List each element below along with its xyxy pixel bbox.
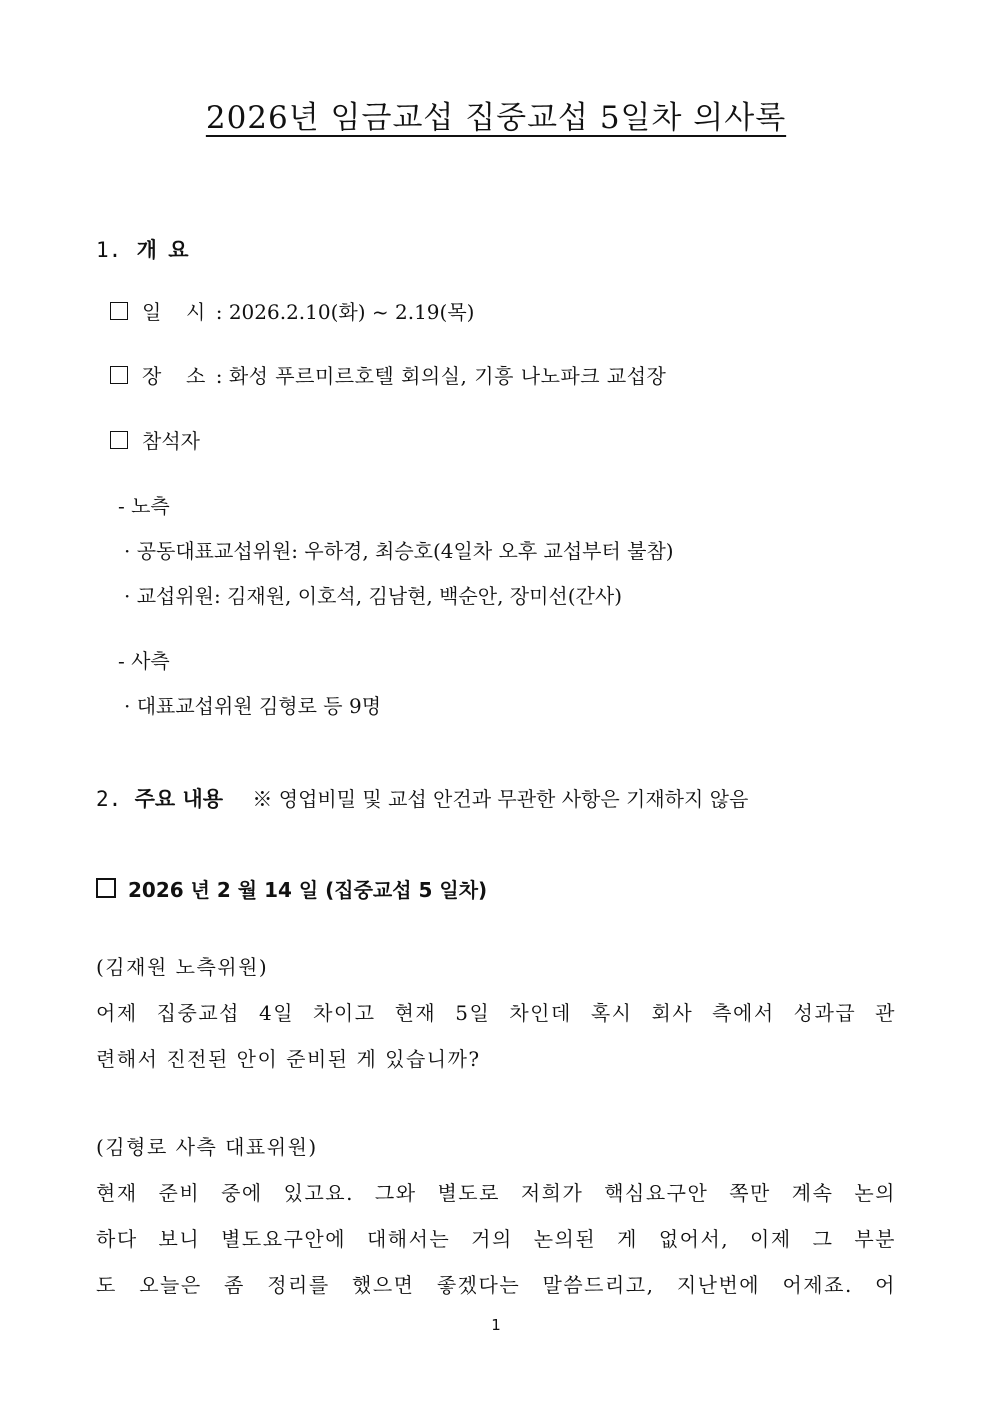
attendees-label: 참석자	[142, 429, 200, 453]
checkbox-icon	[110, 302, 128, 320]
section-1-heading	[96, 236, 191, 264]
section-2-heading	[96, 785, 748, 813]
attendees-row	[110, 427, 200, 455]
checkbox-icon	[110, 431, 128, 449]
checkbox-icon	[96, 878, 116, 898]
section-2-title: 주요 내용	[134, 787, 224, 811]
place-label: 장 소	[142, 364, 210, 388]
speaker-label: (김재원 노측위원)	[96, 955, 269, 979]
section-1-number: 1.	[96, 238, 122, 262]
minutes-line: 련해서 진전된 안이 준비된 게 있습니까?	[96, 1047, 481, 1071]
date-value: 2026.2.10(화) ~ 2.19(목)	[228, 300, 475, 324]
minutes-line: 어제 집중교섭 4일 차이고 현재 5일 차인데 혹시 회사 측에서 성과급 관	[96, 1001, 896, 1025]
page-title: 2026년 임금교섭 집중교섭 5일차 의사록	[205, 100, 787, 136]
minutes-line: 도 오늘은 좀 정리를 했으면 좋겠다는 말씀드리고, 지난번에 어제죠. 어	[96, 1273, 896, 1297]
minutes-line: 하다 보니 별도요구안에 대해서는 거의 논의된 게 없어서, 이제 그 부분	[96, 1227, 896, 1251]
minutes-line: 현재 준비 중에 있고요. 그와 별도로 저희가 핵심요구안 쪽만 계속 논의	[96, 1181, 896, 1205]
page-number: 1	[491, 1316, 501, 1334]
checkbox-icon	[110, 366, 128, 384]
place-row	[110, 362, 666, 390]
minutes-entry	[96, 1124, 896, 1308]
section-1-title: 개 요	[136, 238, 191, 262]
section-2-note: ※ 영업비밀 및 교섭 안건과 무관한 사항은 기재하지 않음	[252, 787, 749, 811]
section-2-number: 2.	[96, 787, 122, 811]
place-value: 화성 푸르미르호텔 회의실, 기흥 나노파크 교섭장	[228, 364, 667, 388]
labor-committee-members: · 교섭위원: 김재원, 이호석, 김남현, 백순안, 장미선(간사)	[124, 584, 622, 608]
colon-separator: :	[209, 364, 229, 388]
management-side-label: - 사측	[118, 649, 170, 673]
date-row	[110, 298, 474, 326]
colon-separator: :	[209, 300, 229, 324]
minutes-entry	[96, 944, 896, 1082]
date-label: 일 시	[142, 300, 210, 324]
speaker-label: (김형로 사측 대표위원)	[96, 1135, 318, 1159]
labor-joint-representatives: · 공동대표교섭위원: 우하경, 최승호(4일차 오후 교섭부터 불참)	[124, 539, 674, 563]
session-date-text: 2026 년 2 월 14 일 (집중교섭 5 일차)	[128, 878, 488, 902]
session-date-heading	[96, 876, 487, 904]
labor-side-label: - 노측	[118, 494, 170, 518]
management-representative: · 대표교섭위원 김형로 등 9명	[124, 694, 382, 718]
